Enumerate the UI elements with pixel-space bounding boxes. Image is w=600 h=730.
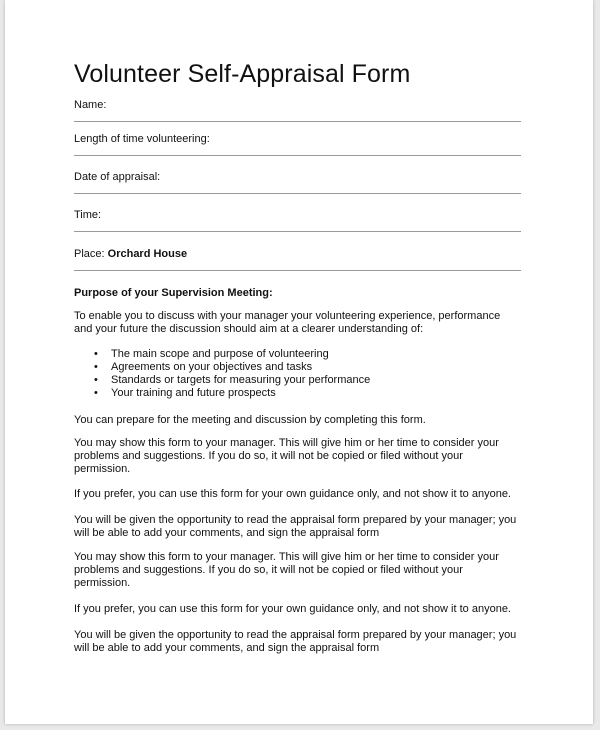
paragraph-prefer-2: If you prefer, you can use this form for your own guidance only, and not show it to anyone. xyxy=(74,603,511,615)
paragraph-show-form: You may show this form to your manager. This will give him or her time to consider your problems and suggestions. If you do so, it will not be copied or filed without your permission. xyxy=(74,437,499,475)
paragraph-show-form-2: You may show this form to your manager. This will give him or her time to consider your problems and suggestions. If you do so, it will not be copied or filed without your permission. xyxy=(74,551,499,589)
bullet-icon: • xyxy=(94,361,98,373)
list-item: • Agreements on your objectives and tasks xyxy=(94,361,313,373)
intro-paragraph: To enable you to discuss with your manager your volunteering experience, performance and your future the discussion should aim at a clearer understanding of: xyxy=(74,310,501,335)
list-item: • Your training and future prospects xyxy=(94,387,276,399)
form-title: Volunteer Self-Appraisal Form xyxy=(74,60,411,88)
document-page xyxy=(5,0,593,724)
paragraph-opportunity: You will be given the opportunity to read the appraisal form prepared by your manager; you will be able to add your comments, and sign the appraisal form xyxy=(74,514,517,539)
list-item: • The main scope and purpose of volunteering xyxy=(94,348,329,360)
field-date-of-appraisal[interactable] xyxy=(74,171,521,194)
paragraph-opportunity-2: You will be given the opportunity to read the appraisal form prepared by your manager; you will be able to add your comments, and sign the appraisal form xyxy=(74,629,517,654)
paragraph-prepare: You can prepare for the meeting and discussion by completing this form. xyxy=(74,414,426,426)
field-place-value: Orchard House xyxy=(107,248,188,260)
field-place[interactable] xyxy=(74,248,521,271)
bullet-icon: • xyxy=(94,348,98,360)
bullet-icon: • xyxy=(94,374,98,386)
field-date-label: Date of appraisal: xyxy=(74,171,161,183)
field-length-label: Length of time volunteering: xyxy=(74,133,210,145)
field-time[interactable] xyxy=(74,209,521,232)
field-place-label: Place: xyxy=(74,248,105,260)
bullet-icon: • xyxy=(94,387,98,399)
field-name-label: Name: xyxy=(74,99,107,111)
paragraph-prefer: If you prefer, you can use this form for your own guidance only, and not show it to anyone. xyxy=(74,488,511,500)
field-name[interactable] xyxy=(74,99,521,122)
field-time-label: Time: xyxy=(74,209,102,221)
list-item: • Standards or targets for measuring your performance xyxy=(94,374,371,386)
field-length-of-time[interactable] xyxy=(74,133,521,156)
purpose-heading: Purpose of your Supervision Meeting: xyxy=(74,287,273,299)
bullet-list xyxy=(74,348,370,400)
